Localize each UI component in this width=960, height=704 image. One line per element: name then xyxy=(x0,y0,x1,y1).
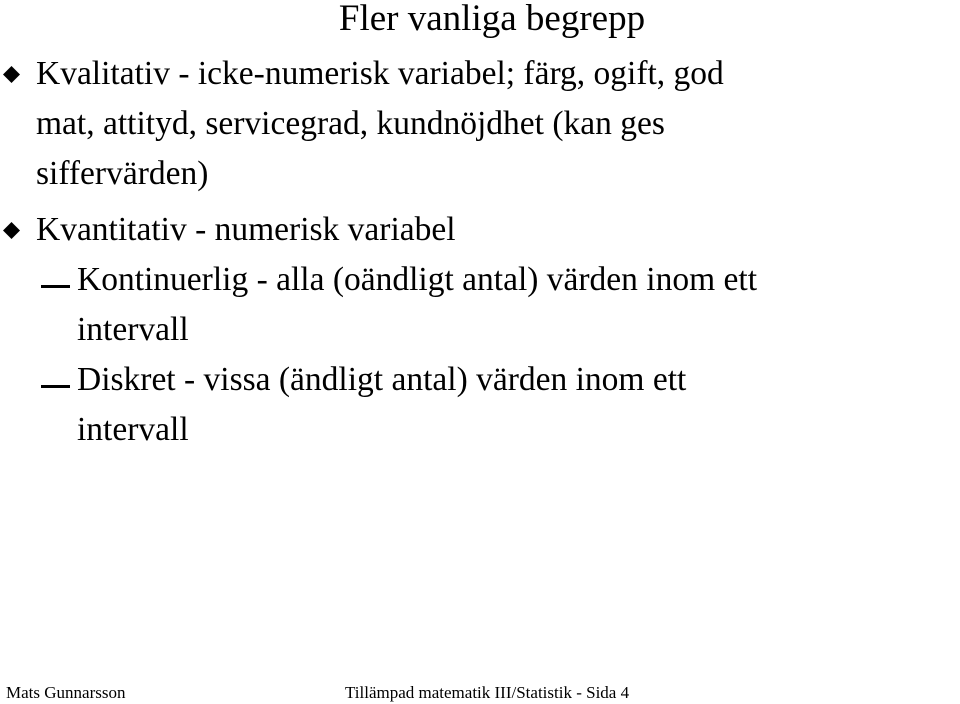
footer-course-page: Tillämpad matematik III/Statistik - Sida 4 xyxy=(345,683,630,702)
bullet-text-line: Kvantitativ - numerisk variabel xyxy=(36,211,456,248)
bullet-text-line: mat, attityd, servicegrad, kundnöjdhet (kan ges xyxy=(36,105,665,142)
slide-title: Fler vanliga begrepp xyxy=(338,0,646,39)
bullet-text-line: siffervärden) xyxy=(36,155,209,192)
diamond-bullet-icon xyxy=(3,66,20,83)
footer-author: Mats Gunnarsson xyxy=(6,683,126,702)
diamond-bullet-icon xyxy=(3,222,20,239)
dash-icon xyxy=(41,385,70,388)
subbullet-text-line: Diskret - vissa (ändligt antal) värden inom ett xyxy=(77,361,687,398)
subbullet-text-line: Kontinuerlig - alla (oändligt antal) värden inom ett xyxy=(77,261,758,298)
dash-icon xyxy=(41,285,70,288)
subbullet-text-line: intervall xyxy=(77,411,189,448)
bullet-text-line: Kvalitativ - icke-numerisk variabel; färg, ogift, god xyxy=(36,55,724,92)
subbullet-text-line: intervall xyxy=(77,311,189,348)
